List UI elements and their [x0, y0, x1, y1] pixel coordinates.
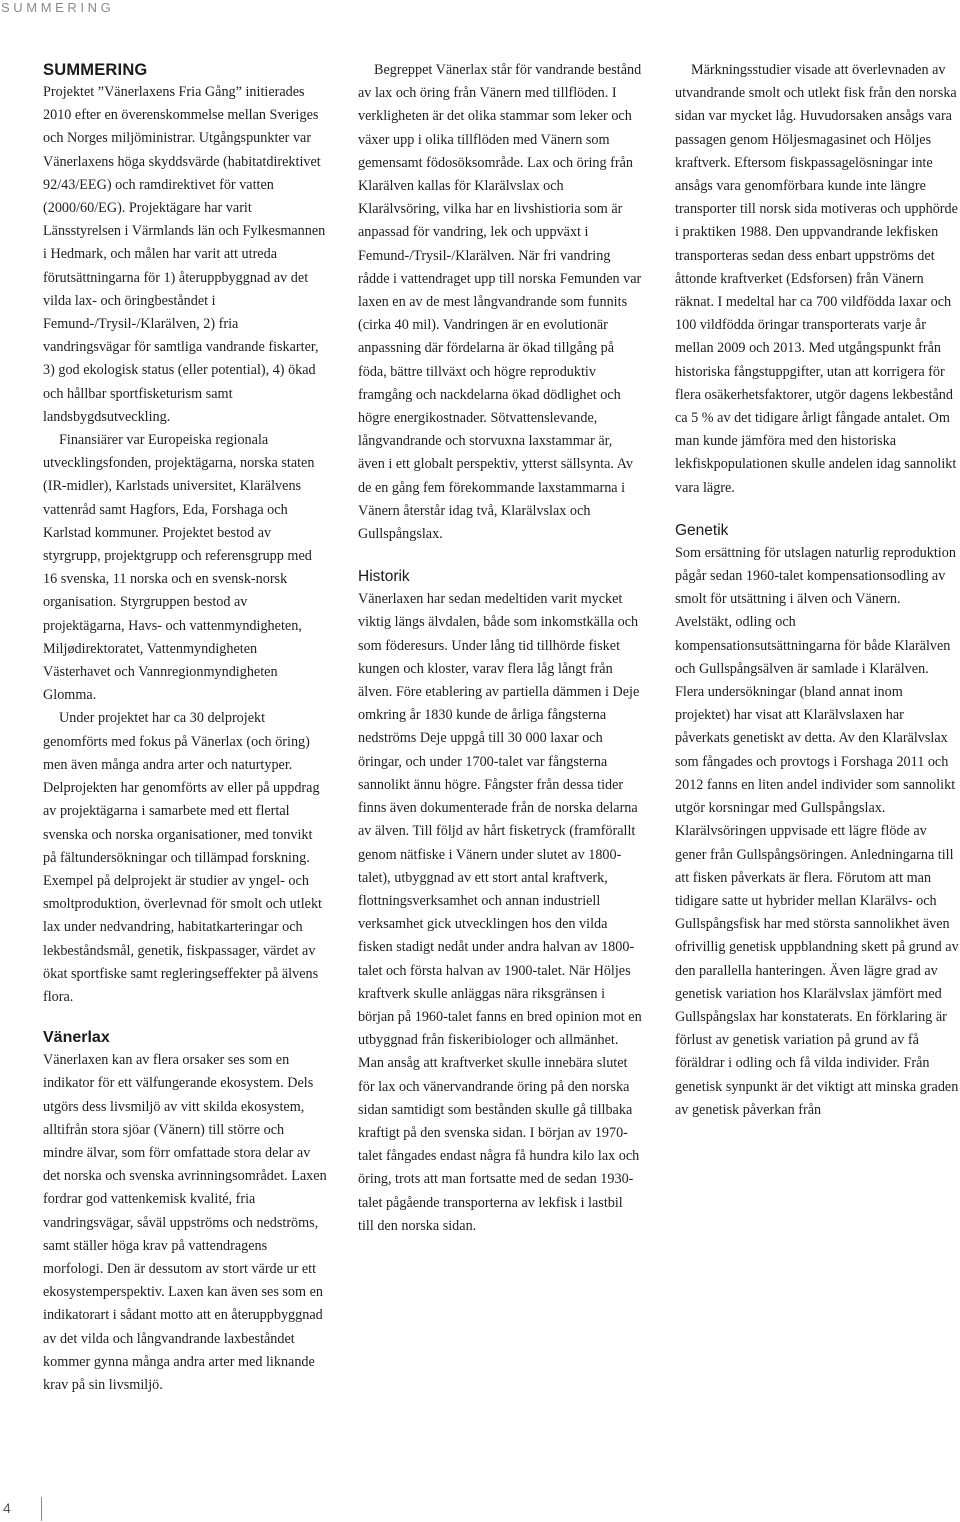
historik-paragraph-1: Vänerlaxen har sedan medeltiden varit mycket viktig längs älvdalen, både som inkomstkälla och som föderesurs. Under lång tid tillhörde fisket kungen och kloster, varav flera låg långt från älven. Före etablering av partiella dämmen i Deje omkring år 1830 kunde de årliga fångsterna nedströms Deje uppgå till 30 000 laxar och öringar, och under 1700-talet var fångsterna sannolikt ännu högre. Fångster från dessa tider finns även dokumenterade från de norska delarna av älven. Till följd av hårt fisketryck (framförallt genom nätfiske i Vänern under slutet av 1800-talet), utbyggnad av ett stort antal kraftverk, flottningsverksamhet och annan industriell verksamhet gick utvecklingen hos den vilda fisken stadigt nedåt under andra halvan av 1800-talet och första halvan av 1900-talet. När Höljes kraftverk skulle anläggas nära riksgränsen i början på 1960-talet fanns en bred opinion mot en utbyggnad från fiskeribiologer och allmänhet. Man ansåg att kraftverket skulle innebära slutet för lax och vänervandrande öring på den norska sidan samtidigt som bestånden skulle gå tillbaka kraftigt på den svenska sidan. I början av 1970-talet fångades endast några få hundra kilo lax och öring, trots att man fortsatte med de sedan 1930-talet pågående transporterna av lekfisk i lastbil till den norska sidan. — [358, 591, 642, 1234]
summering-heading: SUMMERING — [43, 61, 148, 79]
summering-paragraph-3: Under projektet har ca 30 delprojekt genomförts med fokus på Vänerlax (och öring) men även många andra arter och naturtyper. Delprojekten har genomförts av eller på uppdrag av projektägarna i samarbete med ett flertal svenska och norska organisationer, med tonvikt på fältundersökningar och tillämpad forskning. Exempel på delprojekt är studier av yngel- och smoltproduktion, överlevnad för smolt och utlekt lax under nedvandring, habitatkarteringar och lekbeståndsmål, genetik, fiskpassager, värdet av ökat sportfiske samt regleringseffekter på älvens flora. — [43, 710, 322, 1005]
column-1 — [43, 59, 327, 1397]
running-head: SUMMERING — [1, 0, 115, 15]
vanerlax-heading: Vänerlax — [43, 1029, 110, 1047]
summering-paragraph-1: Projektet ”Vänerlaxens Fria Gång” initierades 2010 efter en överenskommelse mellan Sveriges och Norges miljöministrar. Utgångspunkter var Vänerlaxens höga skyddsvärde (habitatdirektivet 92/43/EEG) och ramdirektivet för vatten (2000/60/EG). Projektägare har varit Länsstyrelsen i Värmlands län och Fylkesmannen i Hedmark, och målen har varit att utreda förutsättningarna för 1) återuppbyggnad av det vilda lax- och öringbeståndet i Femund-/Trysil-/Klarälven, 2) fria vandringsvägar för samtliga vandrande fiskarter, 3) god ekologisk status (eller potential), 4) ökad och hållbar sportfisketurism samt landsbygdsutveckling. — [43, 84, 326, 425]
column-2 — [358, 59, 642, 1238]
vanerlax-paragraph-2: Begreppet Vänerlax står för vandrande bestånd av lax och öring från Vänern med tillflöden. I verkligheten är det olika stammar som leker och växer upp i olika tillflöden med Vänern som gemensamt födosöksområde. Lax och öring från Klarälven kallas för Klarälvslax och Klarälvsöring, vilka har en livshistioria som är anpassad för vandring, lek och uppväxt i Femund-/Trysil-/Klarälven. När fri vandring rådde i vattendraget upp till norska Femunden var laxen en av de mest långvandrande som funnits (cirka 40 mil). Vandringen är en evolutionär anpassning där fördelarna är ökad tillgång på föda, bättre tillväxt och högre reproduktiv framgång och nackdelarna ökad dödlighet och högre energikostnader. Sötvattenslevande, långvandrande och storvuxna laxstammar är, även i ett globalt perspektiv, ytterst sällsynta. Av de en gång fem förekommande laxstammarna i Vänern återstår idag två, Klarälvslax och Gullspångslax. — [358, 62, 642, 543]
historik-paragraph-2: Märkningsstudier visade att överlevnaden av utvandrande smolt och utlekt fisk från den norska sidan var mycket låg. Huvudorsaken ansågs vara passagen genom Höljesmagasinet och Höljes kraftverk. Eftersom fiskpassagelösningar inte ansågs vara genomförbara kunde inte längre transporter till norsk sida motiveras och upphörde i praktiken 1988. Den uppvandrande lekfisken transporteras sedan dess enbart uppströms det åttonde kraftverket (Edsforsen) från Vänern räknat. I medeltal har ca 700 vildfödda laxar och 100 vildfödda öringar transporterats varje år mellan 2009 och 2013. Med utgångspunkt från historiska fångstuppgifter, utan att korrigera för flera osäkerhetsfaktorer, utgör dagens lekbestånd ca 5 % av det tidigare årligt fångade antalet. Om man kunde jämföra med den historiska lekfiskpopulationen skulle andelen idag sannolikt vara lägre. — [675, 62, 958, 496]
folio-rule — [41, 1497, 42, 1521]
historik-heading: Historik — [358, 568, 410, 586]
genetik-paragraph-1: Som ersättning för utslagen naturlig reproduktion pågår sedan 1960-talet kompensationsodling av smolt för utsättning i älven och Vänern. Avelstäkt, odling och kompensationsutsättningarna för både Klarälven och Gullspångsälven är samlade i Klarälven. Flera undersökningar (bland annat inom projektet) har visat att Klarälvslaxen har påverkats genetiskt av detta. Av den Klarälvslax som fångades och provtogs i Forshaga 2011 och 2012 fanns en liten andel individer som sannolikt utgör korsningar med Gullspångslax. Klarälvsöringen uppvisade ett lägre flöde av gener från Gullspångsöringen. Anledningarna till att fisken påverkats är flera. Förutom att man tidigare satte ut hybrider mellan Klarälvs- och Gullspångsfisk har med största sannolikhet även ofrivillig genetisk uppblandning skett på grund av den parallella hanteringen. Även lägre grad av genetisk variation hos Klarälvslax jämfört med Gullspångslax har konstaterats. En förklaring är förlust av genetisk variation på grund av få föräldrar i odling och få vilda individer. Från genetisk synpunkt är det viktigt att minska graden av genetisk påverkan från — [675, 544, 959, 1118]
summering-paragraph-2: Finansiärer var Europeiska regionala utvecklingsfonden, projektägarna, norska staten (IR-midler), Karlstads universitet, Klarälvens vattenråd samt Hagfors, Eda, Forshaga och Karlstad kommuner. Projektet bestod av styrgrupp, projektgrupp och referensgrupp med 16 svenska, 11 norska och en svensk-norsk organisation. Styrgruppen bestod av projektägarna, Havs- och vattenmyndigheten, Miljødirektoratet, Vattenmyndigheten Västerhavet och Vannregionmyndigheten Glomma. — [43, 432, 315, 704]
vanerlax-paragraph-1: Vänerlaxen kan av flera orsaker ses som en indikator för ett välfungerande ekosystem. Dels utgörs dess livsmiljö av vitt skilda ekosystem, alltifrån stora sjöar (Vänern) till större och mindre älvar, som förr omfattade stora delar av det norska och svenska avrinningsområdet. Laxen fordrar god vattenkemisk kvalité, fria vandringsvägar, såväl uppströms och nedströms, samt ställer höga krav på vattendragens morfologi. Den är dessutom av stort värde ur ett ekosystemperspektiv. Laxen kan även ses som en indikatorart i sådant motto att en återuppbyggnad av det vilda och långvandrande laxbeståndet kommer gynna många andra arter med liknande krav på sin livsmiljö. — [43, 1052, 327, 1393]
genetik-heading: Genetik — [675, 521, 729, 539]
column-3 — [675, 59, 959, 1122]
page-number: 4 — [3, 1500, 11, 1516]
